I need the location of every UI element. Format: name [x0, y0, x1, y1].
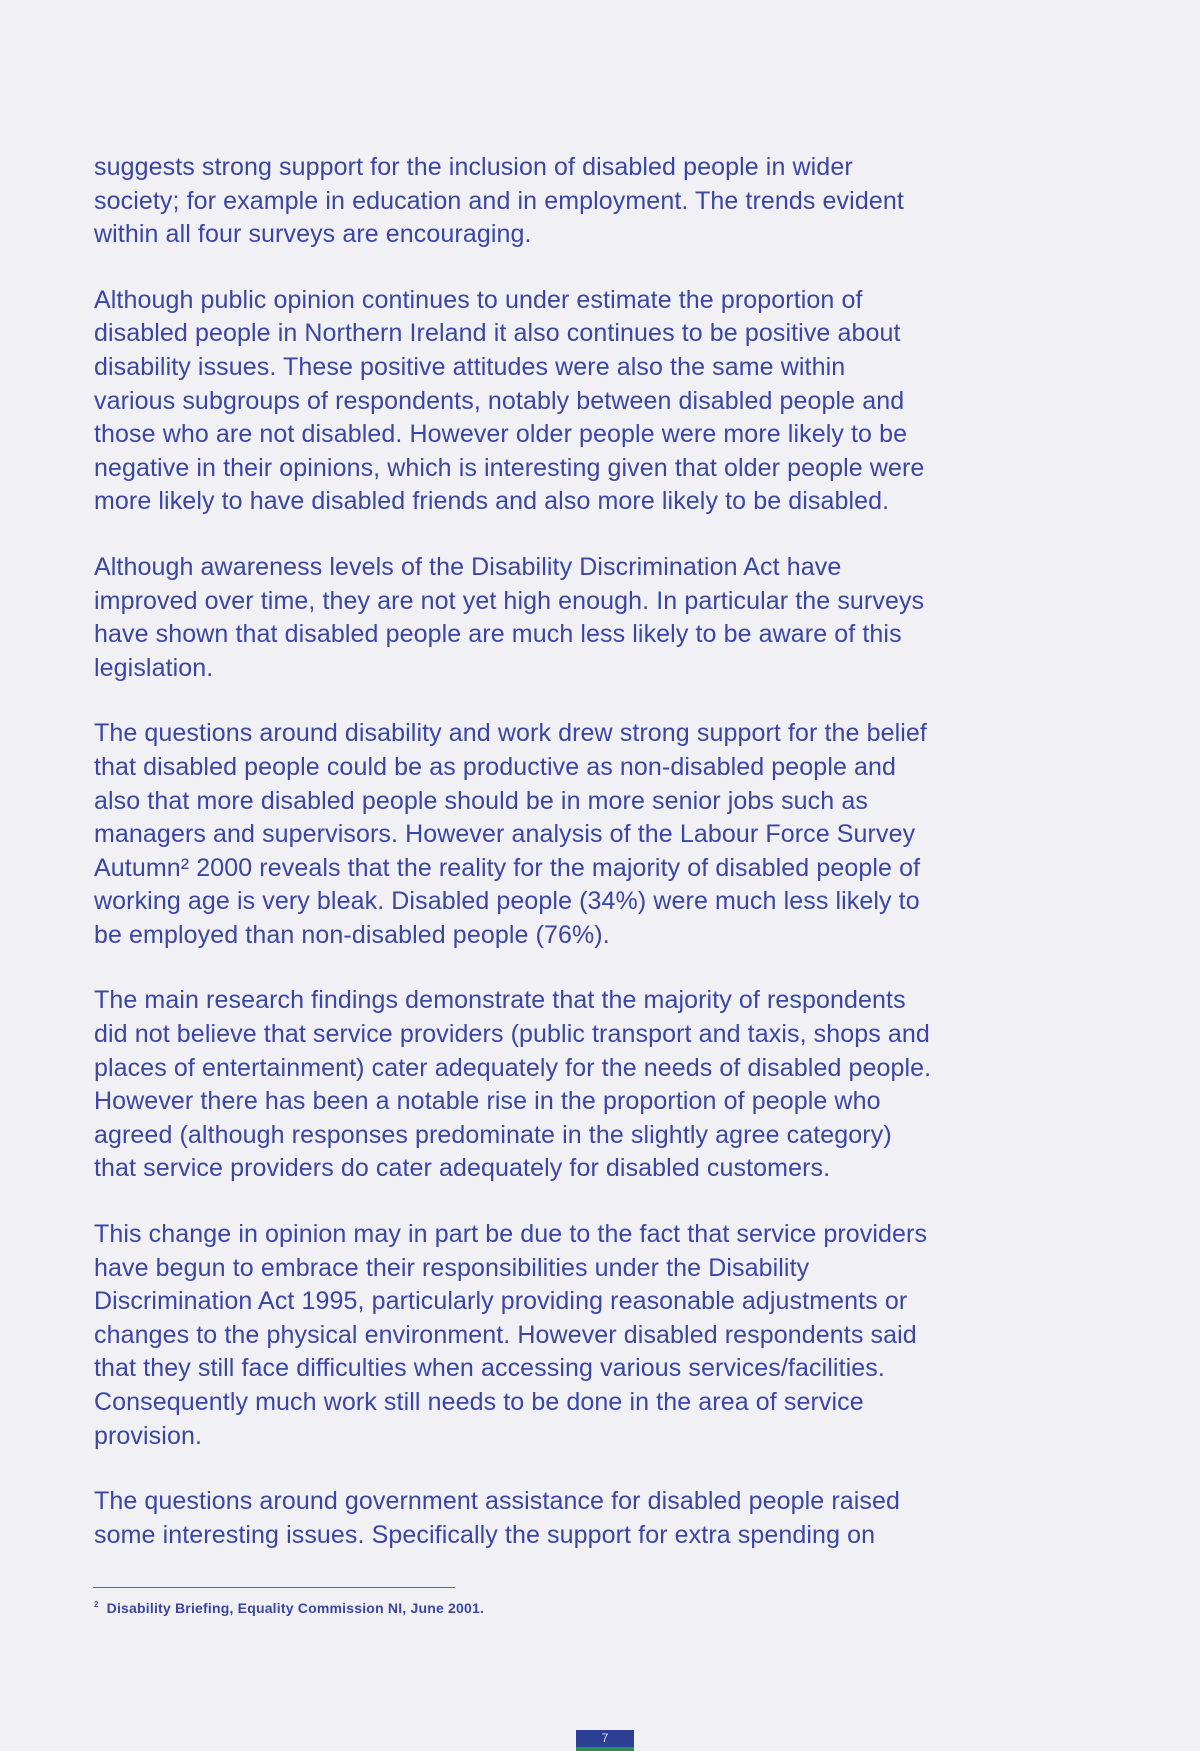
footnote-divider: [93, 1587, 455, 1588]
footnote-text: Disability Briefing, Equality Commission NI, June 2001.: [106, 1600, 485, 1616]
paragraph-7: The questions around government assistance for disabled people raised some interesting issues. Specifically the support for extra spending on: [94, 1487, 901, 1549]
page-number-tab: [576, 1730, 634, 1751]
footnote: [94, 1600, 484, 1616]
paragraph-1: suggests strong support for the inclusion of disabled people in wider society; for example in education and in employment. The trends evident within all four surveys are encouraging.: [94, 153, 904, 249]
paragraph-6: This change in opinion may in part be due to the fact that service providers have begun to embrace their responsibilities under the Disability Discrimination Act 1995, particularly providing reasonable adjustments or changes to the physical environment. However disabled respondents said that they still face difficulties when accessing various services/facilities. Consequently much work still needs to be done in the area of service provision.: [94, 1220, 928, 1450]
paragraph-5: The main research findings demonstrate that the majority of respondents did not believe that service providers (public transport and taxis, shops and places of entertainment) cater adequately for the needs of disabled people. However there has been a notable rise in the proportion of people who agreed (although responses predominate in the slightly agree category) that service providers do cater adequately for disabled customers.: [94, 986, 932, 1183]
body-text: [94, 151, 1134, 1584]
paragraph-4: The questions around disability and work drew strong support for the belief that disabled people could be as productive as non-disabled people and also that more disabled people should be in more senior jobs such as managers and supervisors. However analysis of the Labour Force Survey Autumn² 2000 reveals that the reality for the majority of disabled people of working age is very bleak. Disabled people (34%) were much less likely to be employed than non-disabled people (76%).: [94, 719, 927, 949]
paragraph-3: Although awareness levels of the Disability Discrimination Act have improved over time, they are not yet high enough. In particular the surveys have shown that disabled people are much less likely to be aware of this legislation.: [94, 552, 925, 682]
footnote-marker: 2: [94, 1600, 99, 1610]
page-number: 7: [576, 1730, 634, 1751]
paragraph-2: Although public opinion continues to under estimate the proportion of disabled people in Northern Ireland it also continues to be positive about disability issues. These positive attitudes were also the same within various subgroups of respondents, notably between disabled people and those who are not disabled. However older people were more likely to be negative in their opinions, which is interesting given that older people were more likely to have disabled friends and also more likely to be disabled.: [94, 285, 925, 516]
